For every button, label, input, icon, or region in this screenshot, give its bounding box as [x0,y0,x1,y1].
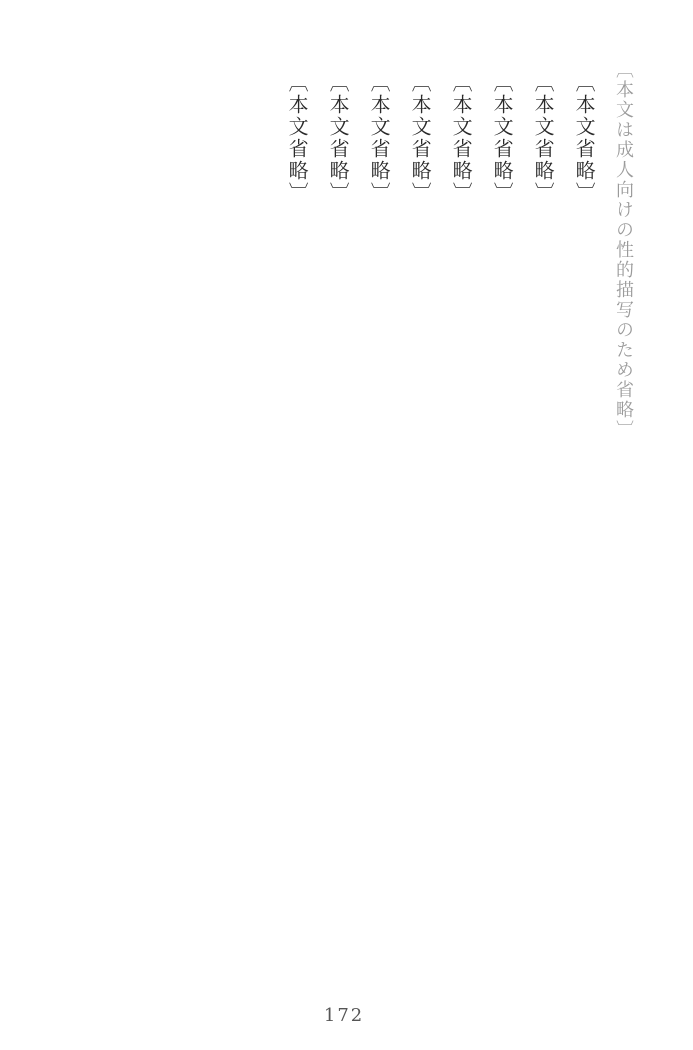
page-number: 172 [323,1005,365,1026]
paragraph: 〔本文省略〕 [326,82,351,204]
paragraph: 〔本文省略〕 [449,82,474,204]
body-text-area [52,60,641,960]
paragraph: 〔本文省略〕 [572,82,597,204]
redacted-content-note: 〔本文は成人向けの性的描写のため省略〕 [613,60,634,440]
paragraph: 〔本文省略〕 [490,82,515,204]
paragraph: 〔本文省略〕 [408,82,433,204]
paragraph: 〔本文省略〕 [285,82,310,204]
paragraph: 〔本文省略〕 [531,82,556,204]
paragraph: 〔本文省略〕 [367,82,392,204]
